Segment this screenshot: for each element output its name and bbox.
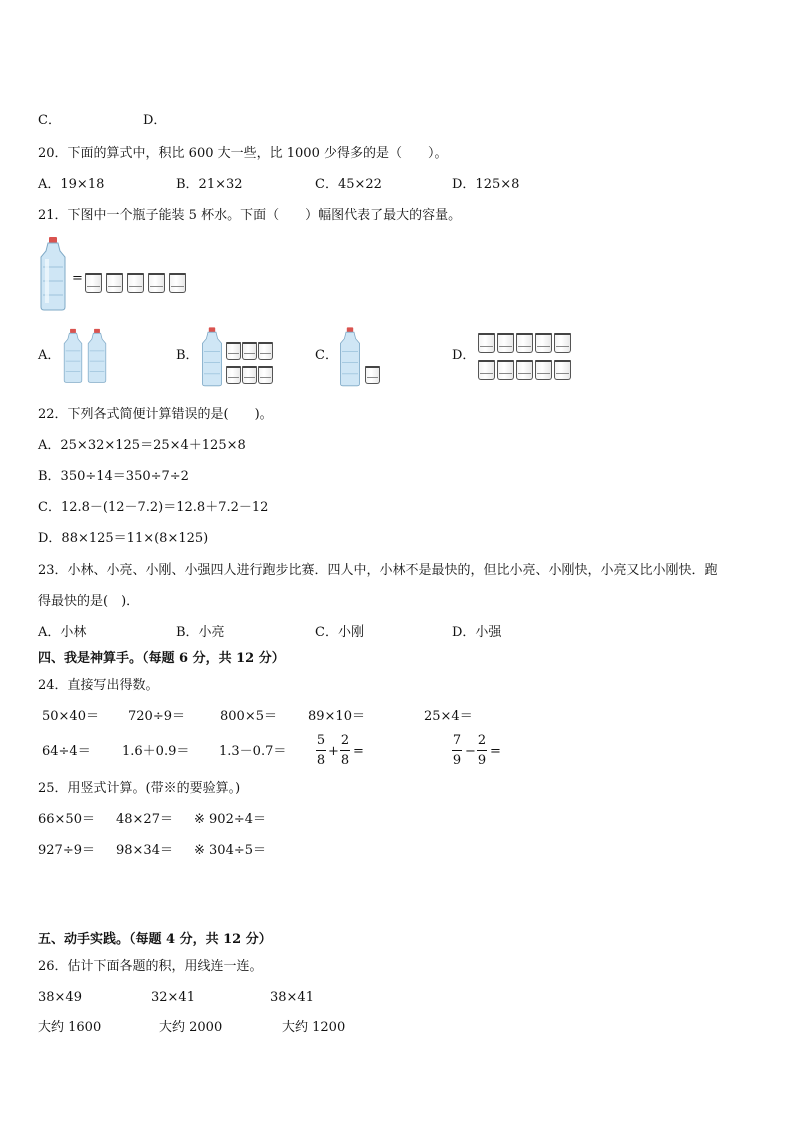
cup-icon — [554, 360, 571, 380]
fraction: 5 8 — [316, 733, 326, 768]
cup-icon — [242, 366, 257, 384]
q24-item: 89×10＝ — [308, 709, 365, 724]
q20-option-c: C．45×22 — [315, 177, 382, 192]
cup-icon — [516, 333, 533, 353]
q23-stem-line2: 得最快的是( )． — [38, 594, 140, 609]
q20-option-d: D．125×8 — [452, 177, 520, 192]
q22-stem: 22．下列各式简便计算错误的是( )。 — [38, 407, 273, 422]
q26-estimate: 大约 1200 — [282, 1020, 346, 1035]
q21-option-b-label: B． — [176, 348, 199, 363]
q21-option-a-label: A． — [38, 348, 61, 363]
q26-estimate: 大约 1600 — [38, 1020, 102, 1035]
equals-sign: = — [490, 744, 501, 759]
cup-icon — [169, 273, 186, 293]
q21-option-c-label: C． — [315, 348, 338, 363]
q22-option-a: A．25×32×125＝25×4＋125×8 — [38, 438, 246, 453]
plus-sign: + — [328, 744, 339, 759]
q26-product: 38×41 — [270, 990, 314, 1005]
q25-stem: 25．用竖式计算。(带※的要验算。) — [38, 781, 241, 796]
water-bottle-image — [338, 327, 362, 387]
equals-sign: = — [353, 744, 364, 759]
q25-item: 48×27＝ — [116, 812, 173, 827]
cup-icon — [478, 360, 495, 380]
q22-option-b: B．350÷14＝350÷7÷2 — [38, 469, 189, 484]
q20-option-a: A．19×18 — [38, 177, 105, 192]
cup-icon — [497, 333, 514, 353]
cup-icon — [535, 333, 552, 353]
q25-item: ※ 902÷4＝ — [194, 812, 267, 827]
equals-sign: = — [72, 271, 83, 286]
cup-icon — [258, 366, 273, 384]
q20-option-b: B．21×32 — [176, 177, 243, 192]
q22-option-c: C．12.8－(12－7.2)＝12.8＋7.2－12 — [38, 500, 269, 515]
cup-icon — [554, 333, 571, 353]
q24-item: 720÷9＝ — [128, 709, 185, 724]
cup-icon — [226, 366, 241, 384]
q22-option-d: D．88×125＝11×(8×125) — [38, 531, 209, 546]
water-bottle-image — [86, 327, 108, 385]
cup-icon — [148, 273, 165, 293]
q23-option-d: D．小强 — [452, 625, 502, 640]
water-bottle-image — [62, 327, 84, 385]
q23-stem-line1: 23．小林、小亮、小刚、小强四人进行跑步比赛．四人中，小林不是最快的，但比小亮、小刚快，小亮又比小刚快．跑 — [38, 563, 718, 578]
cup-icon — [497, 360, 514, 380]
cup-icon — [127, 273, 144, 293]
q21-stem: 21．下图中一个瓶子能装 5 杯水。下面（ ）幅图代表了最大的容量。 — [38, 208, 462, 223]
q19-option-d: D． — [143, 113, 167, 128]
water-bottle-image — [200, 327, 224, 387]
cup-icon — [242, 342, 257, 360]
water-bottle-image — [38, 237, 68, 311]
cup-icon — [516, 360, 533, 380]
q26-stem: 26．估计下面各题的积，用线连一连。 — [38, 959, 263, 974]
q25-item: 927÷9＝ — [38, 843, 95, 858]
fraction: 2 9 — [477, 733, 487, 768]
q19-option-c: C． — [38, 113, 61, 128]
q21-option-d-label: D． — [452, 348, 476, 363]
cup-icon — [478, 333, 495, 353]
q24-item: 1.6＋0.9＝ — [122, 744, 190, 759]
minus-sign: − — [465, 744, 476, 759]
cup-icon — [106, 273, 123, 293]
q23-option-a: A．小林 — [38, 625, 87, 640]
q26-product: 32×41 — [151, 990, 195, 1005]
fraction: 7 9 — [452, 733, 462, 768]
q24-item: 25×4＝ — [424, 709, 473, 724]
q25-item: 98×34＝ — [116, 843, 173, 858]
section-4-title: 四、我是神算手。（每题 6 分，共 12 分） — [38, 651, 285, 666]
cup-icon — [258, 342, 273, 360]
cup-icon — [85, 273, 102, 293]
q23-option-b: B．小亮 — [176, 625, 225, 640]
q23-option-c: C．小刚 — [315, 625, 364, 640]
q26-product: 38×49 — [38, 990, 82, 1005]
q24-item: 64÷4＝ — [42, 744, 91, 759]
q25-item: ※ 304÷5＝ — [194, 843, 267, 858]
cup-icon — [365, 366, 380, 384]
q24-item: 50×40＝ — [42, 709, 99, 724]
fraction: 2 8 — [340, 733, 350, 768]
q26-estimate: 大约 2000 — [159, 1020, 223, 1035]
q24-item: 1.3－0.7＝ — [219, 744, 287, 759]
q20-stem: 20．下面的算式中，积比 600 大一些，比 1000 少得多的是（ ）。 — [38, 146, 448, 161]
cup-icon — [226, 342, 241, 360]
q24-stem: 24．直接写出得数。 — [38, 678, 159, 693]
cup-icon — [535, 360, 552, 380]
section-5-title: 五、动手实践。（每题 4 分，共 12 分） — [38, 932, 272, 947]
q25-item: 66×50＝ — [38, 812, 95, 827]
q24-item: 800×5＝ — [220, 709, 277, 724]
